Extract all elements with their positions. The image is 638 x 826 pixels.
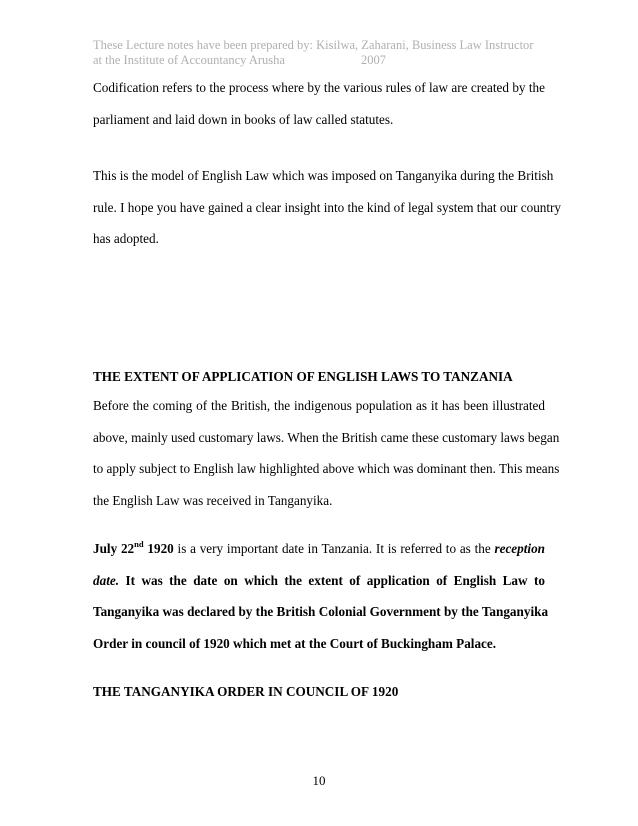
text-line: parliament and laid down in books of law called statutes. <box>93 111 394 127</box>
section-heading-order-in-council: THE TANGANYIKA ORDER IN COUNCIL OF 1920 <box>93 684 399 699</box>
text-line: rule. I hope you have gained a clear insight into the kind of legal system that our country <box>93 199 562 215</box>
date-text: July 22nd 1920 <box>93 539 174 556</box>
text-line: This is the model of English Law which was imposed on Tanganyika during the British <box>93 168 554 183</box>
text-line: Tanganyika was declared by the British Colonial Government by the Tanganyika <box>93 604 549 619</box>
text-line: date. It was the date on which the extent of application of English Law to <box>93 572 545 588</box>
page-header <box>93 38 563 68</box>
section-heading-extent: THE EXTENT OF APPLICATION OF ENGLISH LAWS TO TANZANIA <box>93 369 513 384</box>
header-line-1: These Lecture notes have been prepared by: Kisilwa, Zaharani, Business Law Instructor <box>93 38 534 52</box>
reception-term: reception <box>494 541 546 556</box>
paragraph-reception-date <box>93 533 549 659</box>
text-line: Order in council of 1920 which met at the Court of Buckingham Palace. <box>93 635 497 651</box>
text-line: above, mainly used customary laws. When the British came these customary laws began <box>93 429 560 445</box>
header-year: 2007 <box>361 53 386 67</box>
text-line: July 22nd 1920 is a very important date in Tanzania. It is referred to as the reception <box>93 539 546 556</box>
text-line: to apply subject to English law highlighted above which was dominant then. This means <box>93 461 560 476</box>
text-line: has adopted. <box>93 231 159 246</box>
page-number: 10 <box>312 773 326 788</box>
text-line: the English Law was received in Tanganyika. <box>93 492 333 508</box>
text-line: Before the coming of the British, the indigenous population as it has been illustrated <box>93 398 545 413</box>
paragraph-codification <box>93 72 545 135</box>
paragraph-before-british <box>93 390 560 516</box>
paragraph-model <box>93 160 562 255</box>
text-line: Codification refers to the process where by the various rules of law are created by the <box>93 80 545 95</box>
header-line-2: at the Institute of Accountancy Arusha <box>93 53 285 67</box>
